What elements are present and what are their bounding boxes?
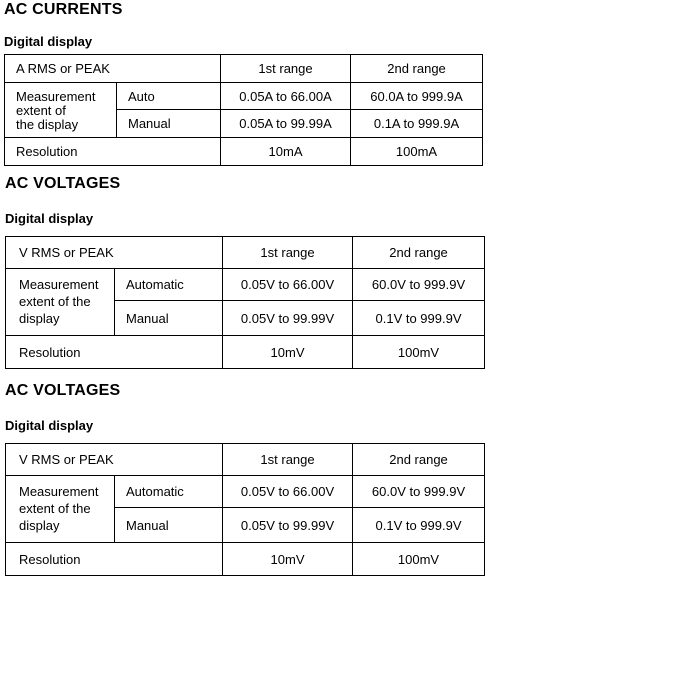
resolution-label: Resolution (6, 336, 223, 369)
range-2-cell: 0.1V to 999.9V (353, 508, 485, 543)
table-row (6, 476, 485, 508)
table-header-row (5, 55, 483, 83)
header-1st-range: 1st range (221, 55, 351, 83)
resolution-row (6, 543, 485, 576)
resolution-label: Resolution (5, 138, 221, 166)
section-subtitle: Digital display (5, 211, 94, 226)
range-1-cell: 0.05V to 66.00V (223, 476, 353, 508)
header-quantity: A RMS or PEAK (5, 55, 221, 83)
range-1-cell: 0.05V to 99.99V (223, 508, 353, 543)
table-row (6, 269, 485, 301)
measurement-label-line: the display (16, 117, 79, 132)
measurement-label-cell (6, 269, 115, 336)
range-2-cell: 60.0A to 999.9A (351, 83, 483, 110)
range-2-cell: 60.0V to 999.9V (353, 269, 485, 301)
header-2nd-range: 2nd range (353, 237, 485, 269)
header-2nd-range: 2nd range (351, 55, 483, 83)
measurement-label-line: Measurement (16, 89, 96, 104)
measurement-label-cell (6, 476, 115, 543)
resolution-1-cell: 10mV (223, 336, 353, 369)
spec-table (5, 236, 485, 369)
measurement-label-line: display (19, 518, 60, 533)
table-header-row (6, 444, 485, 476)
resolution-2-cell: 100mV (353, 543, 485, 576)
mode-cell: Auto (117, 83, 221, 110)
measurement-label-line: extent of the (19, 501, 91, 516)
range-2-cell: 0.1A to 999.9A (351, 110, 483, 138)
header-1st-range: 1st range (223, 444, 353, 476)
section-title: AC VOLTAGES (5, 382, 121, 399)
mode-cell: Automatic (115, 476, 223, 508)
header-1st-range: 1st range (223, 237, 353, 269)
section-title: AC VOLTAGES (5, 175, 121, 192)
resolution-label: Resolution (6, 543, 223, 576)
range-1-cell: 0.05A to 66.00A (221, 83, 351, 110)
mode-cell: Manual (115, 301, 223, 336)
measurement-label-line: display (19, 311, 60, 326)
resolution-2-cell: 100mV (353, 336, 485, 369)
measurement-label-cell (5, 83, 117, 138)
range-2-cell: 60.0V to 999.9V (353, 476, 485, 508)
spec-table (5, 443, 485, 576)
header-quantity: V RMS or PEAK (6, 444, 223, 476)
resolution-row (5, 138, 483, 166)
mode-cell: Automatic (115, 269, 223, 301)
header-2nd-range: 2nd range (353, 444, 485, 476)
range-1-cell: 0.05V to 99.99V (223, 301, 353, 336)
mode-cell: Manual (115, 508, 223, 543)
section-subtitle: Digital display (4, 34, 93, 49)
resolution-1-cell: 10mA (221, 138, 351, 166)
table-row (5, 83, 483, 110)
section-title: AC CURRENTS (4, 1, 123, 18)
measurement-label-line: extent of (16, 103, 66, 118)
resolution-2-cell: 100mA (351, 138, 483, 166)
spec-table (4, 54, 483, 166)
measurement-label-line: Measurement (19, 277, 99, 292)
measurement-label-line: extent of the (19, 294, 91, 309)
resolution-1-cell: 10mV (223, 543, 353, 576)
section-subtitle: Digital display (5, 418, 94, 433)
mode-cell: Manual (117, 110, 221, 138)
measurement-label-line: Measurement (19, 484, 99, 499)
range-2-cell: 0.1V to 999.9V (353, 301, 485, 336)
table-header-row (6, 237, 485, 269)
range-1-cell: 0.05V to 66.00V (223, 269, 353, 301)
header-quantity: V RMS or PEAK (6, 237, 223, 269)
range-1-cell: 0.05A to 99.99A (221, 110, 351, 138)
resolution-row (6, 336, 485, 369)
